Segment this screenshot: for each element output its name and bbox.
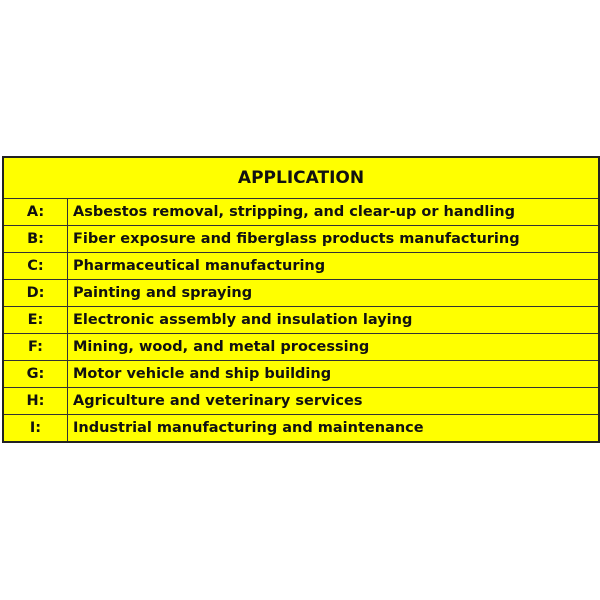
row-description: Fiber exposure and fiberglass products manufacturing — [68, 226, 599, 253]
row-description: Painting and spraying — [68, 280, 599, 307]
row-description: Mining, wood, and metal processing — [68, 334, 599, 361]
table-row — [4, 361, 598, 388]
row-description: Agriculture and veterinary services — [68, 388, 599, 415]
row-code: B: — [4, 226, 68, 253]
table-row — [4, 388, 598, 415]
table-row — [4, 253, 598, 280]
table-row — [4, 226, 598, 253]
row-code: A: — [4, 199, 68, 226]
row-code: I: — [4, 415, 68, 442]
row-description: Motor vehicle and ship building — [68, 361, 599, 388]
table-row — [4, 307, 598, 334]
application-table — [2, 156, 600, 443]
row-code: E: — [4, 307, 68, 334]
row-code: G: — [4, 361, 68, 388]
row-description: Pharmaceutical manufacturing — [68, 253, 599, 280]
table-row — [4, 199, 598, 226]
row-code: H: — [4, 388, 68, 415]
table-row — [4, 415, 598, 442]
table-row — [4, 334, 598, 361]
row-code: C: — [4, 253, 68, 280]
row-code: F: — [4, 334, 68, 361]
row-description: Industrial manufacturing and maintenance — [73, 420, 424, 436]
application-list — [4, 199, 598, 441]
table-title: APPLICATION — [4, 158, 598, 199]
table-row — [4, 280, 598, 307]
row-code: D: — [4, 280, 68, 307]
row-description: Electronic assembly and insulation laying — [68, 307, 599, 334]
row-description: Asbestos removal, stripping, and clear-up or handling — [68, 199, 599, 226]
